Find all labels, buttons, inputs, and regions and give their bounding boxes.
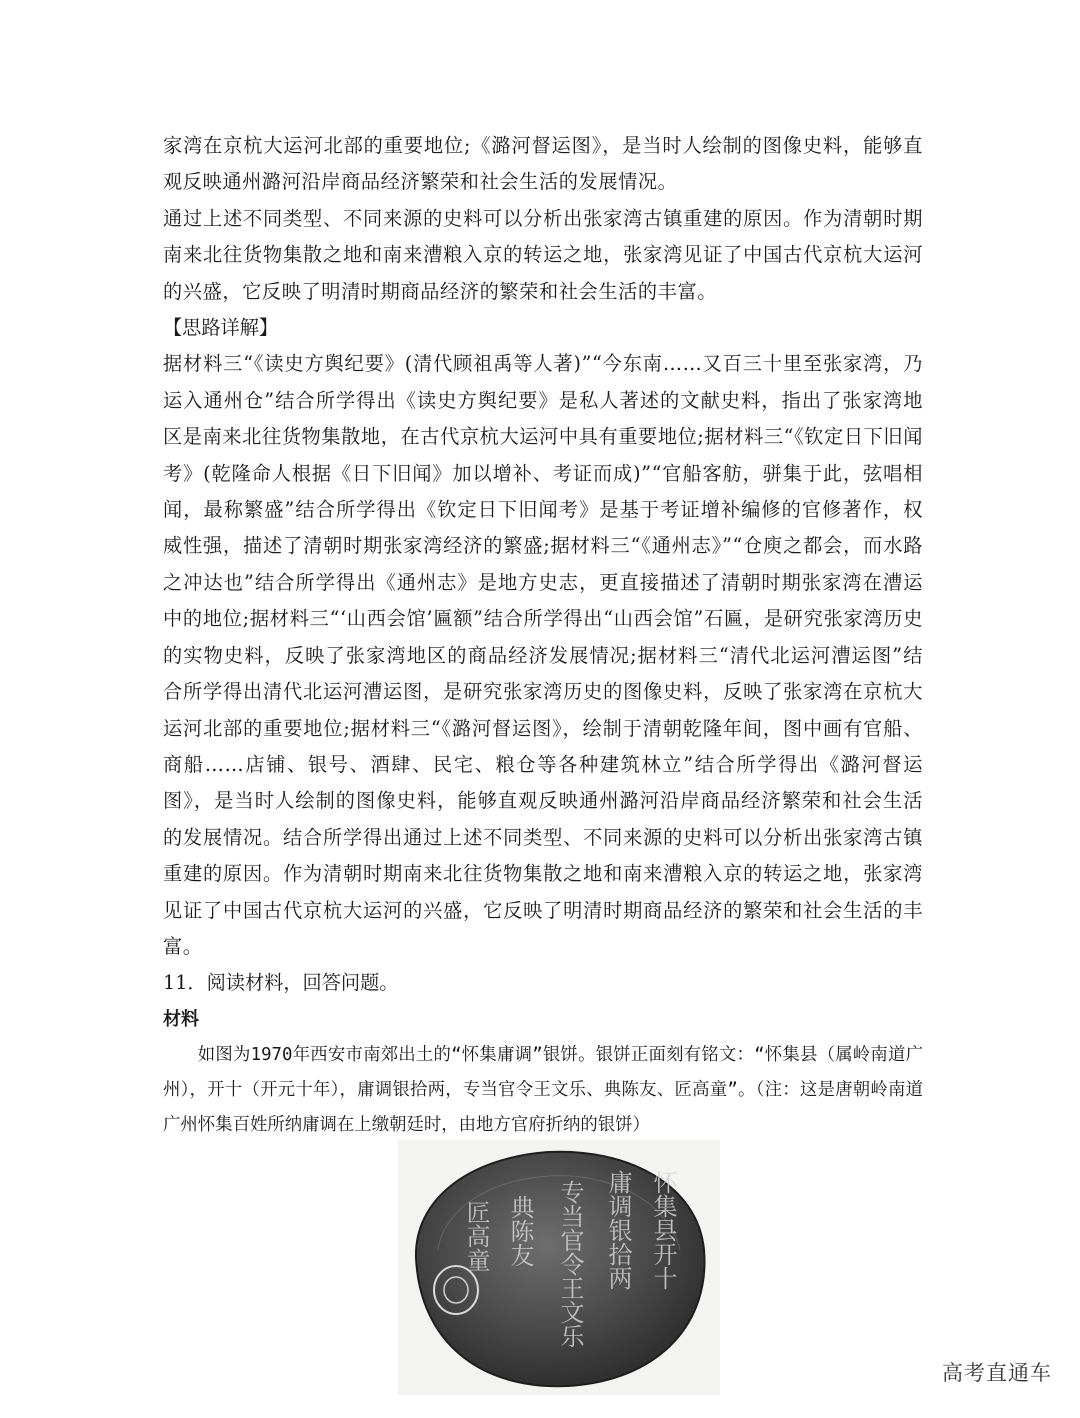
material-text: 如图为1970年西安市南郊出土的“怀集庸调”银饼。银饼正面刻有铭文：“怀集县（属岭南道广州），开十（开元十年），庸调银拾两，专当官令王文乐、典陈友、匠高童”。（注：这是唐朝岭南道广州怀集百姓所纳庸调在上缴朝廷时，由地方官府折纳的银饼） [163, 1044, 923, 1135]
section-heading-explanation: 【思路详解】 [163, 316, 279, 340]
watermark-text: 高考直通车 [942, 1361, 1052, 1385]
paragraph-detailed-explanation: 据材料三“《读史方舆纪要》(清代顾祖禹等人著)”“今东南……又百三十里至张家湾，乃运入通州仓”结合所学得出《读史方舆纪要》是私人著述的文献史料，指出了张家湾地区是南来北往货物集散地，在古代京杭大运河中具有重要地位;据材料三“《钦定日下旧闻考》(乾隆命人根据《日下旧闻》加以增补、考证而成)”“官船客舫，骈集于此，弦唱相闻，最称繁盛”结合所学得出《钦定日下旧闻考》是基于考证增补编修的官修著作，权威性强，描述了清朝时期张家湾经济的繁盛;据材料三“《通州志》”“仓庾之都会，而水路之冲达也”结合所学得出《通州志》是地方史志，更直接描述了清朝时期张家湾在漕运中的地位;据材料三“‘山西会馆’匾额”结合所学得出“山西会馆”石匾，是研究张家湾历史的实物史料，反映了张家湾地区的商品经济发展情况;据材料三“清代北运河漕运图”结合所学得出清代北运河漕运图，是研究张家湾历史的图像史料，反映了张家湾在京杭大运河北部的重要地位;据材料三“《潞河督运图》，绘制于清朝乾隆年间，图中画有官船、商船……店铺、银号、酒肆、民宅、粮仓等各种建筑林立”结合所学得出《潞河督运图》，是当时人绘制的图像史料，能够直观反映通州潞河沿岸商品经济繁荣和社会生活的发展情况。结合所学得出通过上述不同类型、不同来源的史料可以分析出张家湾古镇重建的原因。作为清朝时期南来北往货物集散之地和南来漕粮入京的转运之地，张家湾见证了中国古代京杭大运河的兴盛，它反映了明清时期商品经济的繁荣和社会生活的丰富。 [163, 352, 923, 958]
silver-cake-image [398, 1140, 720, 1395]
paragraph-source-analysis-end: 家湾在京杭大运河北部的重要地位;《潞河督运图》，是当时人绘制的图像史料，能够直观反映通州潞河沿岸商品经济繁荣和社会生活的发展情况。 [163, 134, 923, 194]
document-body [163, 128, 923, 1143]
material-label: 材料 [163, 1008, 199, 1030]
inscription-col-2: 庸调银拾两 [604, 1170, 632, 1290]
inscription-col-5: 匠高童 [462, 1200, 490, 1272]
inscription-col-4: 典陈友 [506, 1195, 534, 1267]
question-11-title: 11．阅读材料，回答问题。 [163, 971, 399, 995]
inscription-col-1: 怀集县开十 [649, 1170, 677, 1290]
inscription-col-3: 专当官令王文乐 [556, 1180, 584, 1348]
paragraph-conclusion: 通过上述不同类型、不同来源的史料可以分析出张家湾古镇重建的原因。作为清朝时期南来北往货物集散之地和南来漕粮入京的转运之地，张家湾见证了中国古代京杭大运河的兴盛，它反映了明清时期商品经济的繁荣和社会生活的丰富。 [163, 206, 923, 303]
silver-cake-photo [398, 1140, 720, 1395]
